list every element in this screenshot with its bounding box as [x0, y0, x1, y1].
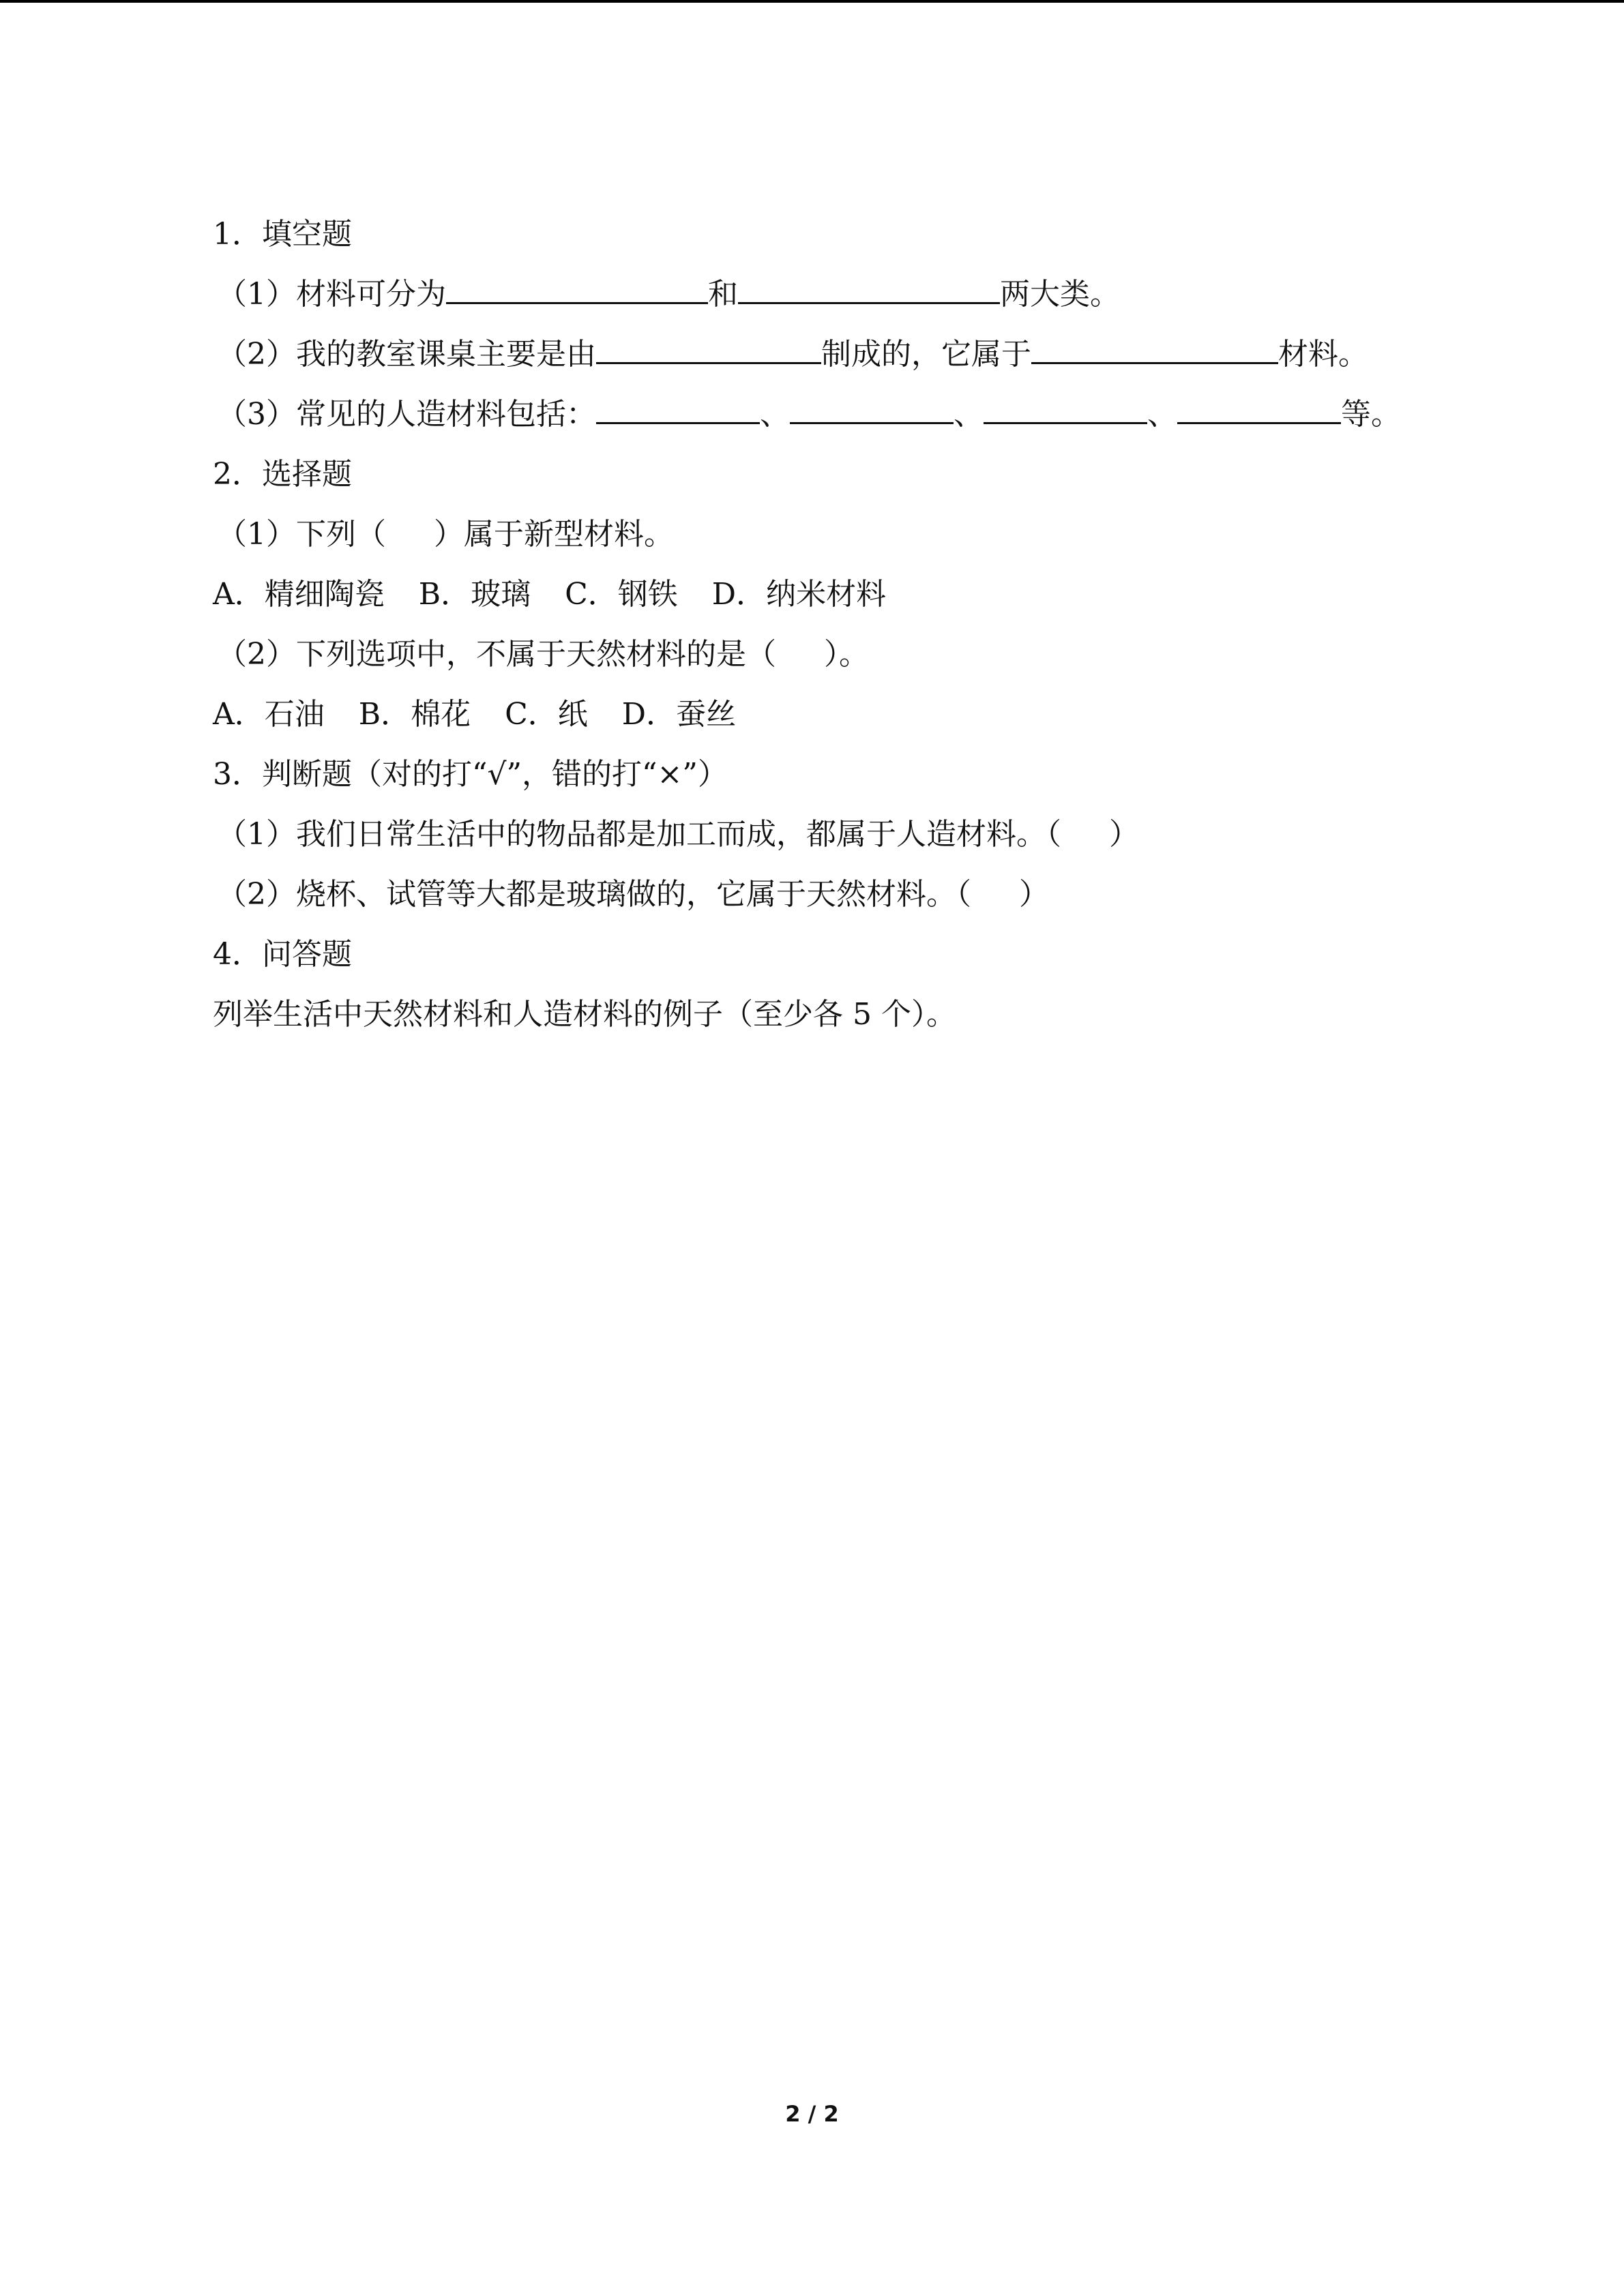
judge-q1-lead: （1）我们日常生活中的物品都是加工而成，都属于人造材料。（ [217, 817, 1061, 852]
option-c: C．纸 [505, 697, 588, 732]
choice-q1-tail: ）属于新型材料。 [434, 517, 674, 552]
essay-question-1: 列举生活中天然材料和人造材料的例子（至少各 5 个）。 [213, 997, 956, 1032]
answer-blank[interactable] [1031, 335, 1278, 364]
choice-question-2 [217, 634, 869, 675]
choice-q1-lead: （1）下列（ [217, 517, 386, 552]
fill-q1-mid: 和 [708, 277, 738, 312]
section-2-title: 2．选择题 [213, 457, 352, 492]
answer-blank[interactable] [984, 395, 1147, 424]
judge-q1-tail: ） [1109, 817, 1139, 852]
judge-q2-lead: （2）烧杯、试管等大都是玻璃做的，它属于天然材料。（ [217, 877, 971, 912]
answer-blank[interactable] [596, 395, 760, 424]
answer-blank[interactable] [446, 275, 708, 304]
fill-q2-lead: （2）我的教室课桌主要是由 [217, 337, 596, 372]
list-separator: 、 [760, 397, 790, 432]
judge-q2-tail: ） [1019, 877, 1049, 912]
fill-question-3 [217, 394, 1401, 435]
fill-q3-tail: 等。 [1341, 397, 1401, 432]
section-1-title: 1．填空题 [213, 217, 352, 252]
fill-q1-lead: （1）材料可分为 [217, 277, 446, 312]
choice-q2-tail: ）。 [824, 637, 869, 672]
section-3-title: 3．判断题（对的打“√”，错的打“×”） [213, 757, 728, 792]
fill-q2-tail: 材料。 [1278, 337, 1368, 372]
choice-q2-lead: （2）下列选项中，不属于天然材料的是（ [217, 637, 776, 672]
option-a: A．石油 [213, 697, 325, 732]
option-b: B．玻璃 [418, 577, 531, 612]
page-top-border [0, 0, 1624, 3]
choice-question-1 [217, 514, 674, 555]
fill-q1-tail: 两大类。 [1000, 277, 1120, 312]
option-c: C．钢铁 [565, 577, 678, 612]
section-4-title: 4．问答题 [213, 937, 352, 972]
fill-q3-lead: （3）常见的人造材料包括： [217, 397, 596, 432]
judge-question-1 [217, 814, 1139, 855]
fill-q2-mid: 制成的，它属于 [821, 337, 1031, 372]
option-d: D．纳米材料 [711, 577, 887, 612]
fill-question-1 [217, 274, 1120, 315]
page-number: 2 / 2 [785, 2101, 839, 2127]
list-separator: 、 [954, 397, 984, 432]
option-d: D．蚕丝 [621, 697, 737, 732]
option-a: A．精细陶瓷 [213, 577, 385, 612]
choice-q2-options [213, 694, 736, 735]
judge-question-2 [217, 874, 1049, 915]
option-b: B．棉花 [358, 697, 471, 732]
list-separator: 、 [1147, 397, 1177, 432]
answer-blank[interactable] [790, 395, 954, 424]
answer-blank[interactable] [1177, 395, 1341, 424]
choice-q1-options [213, 574, 886, 615]
answer-blank[interactable] [596, 335, 821, 364]
answer-blank[interactable] [738, 275, 1000, 304]
fill-question-2 [217, 334, 1368, 375]
